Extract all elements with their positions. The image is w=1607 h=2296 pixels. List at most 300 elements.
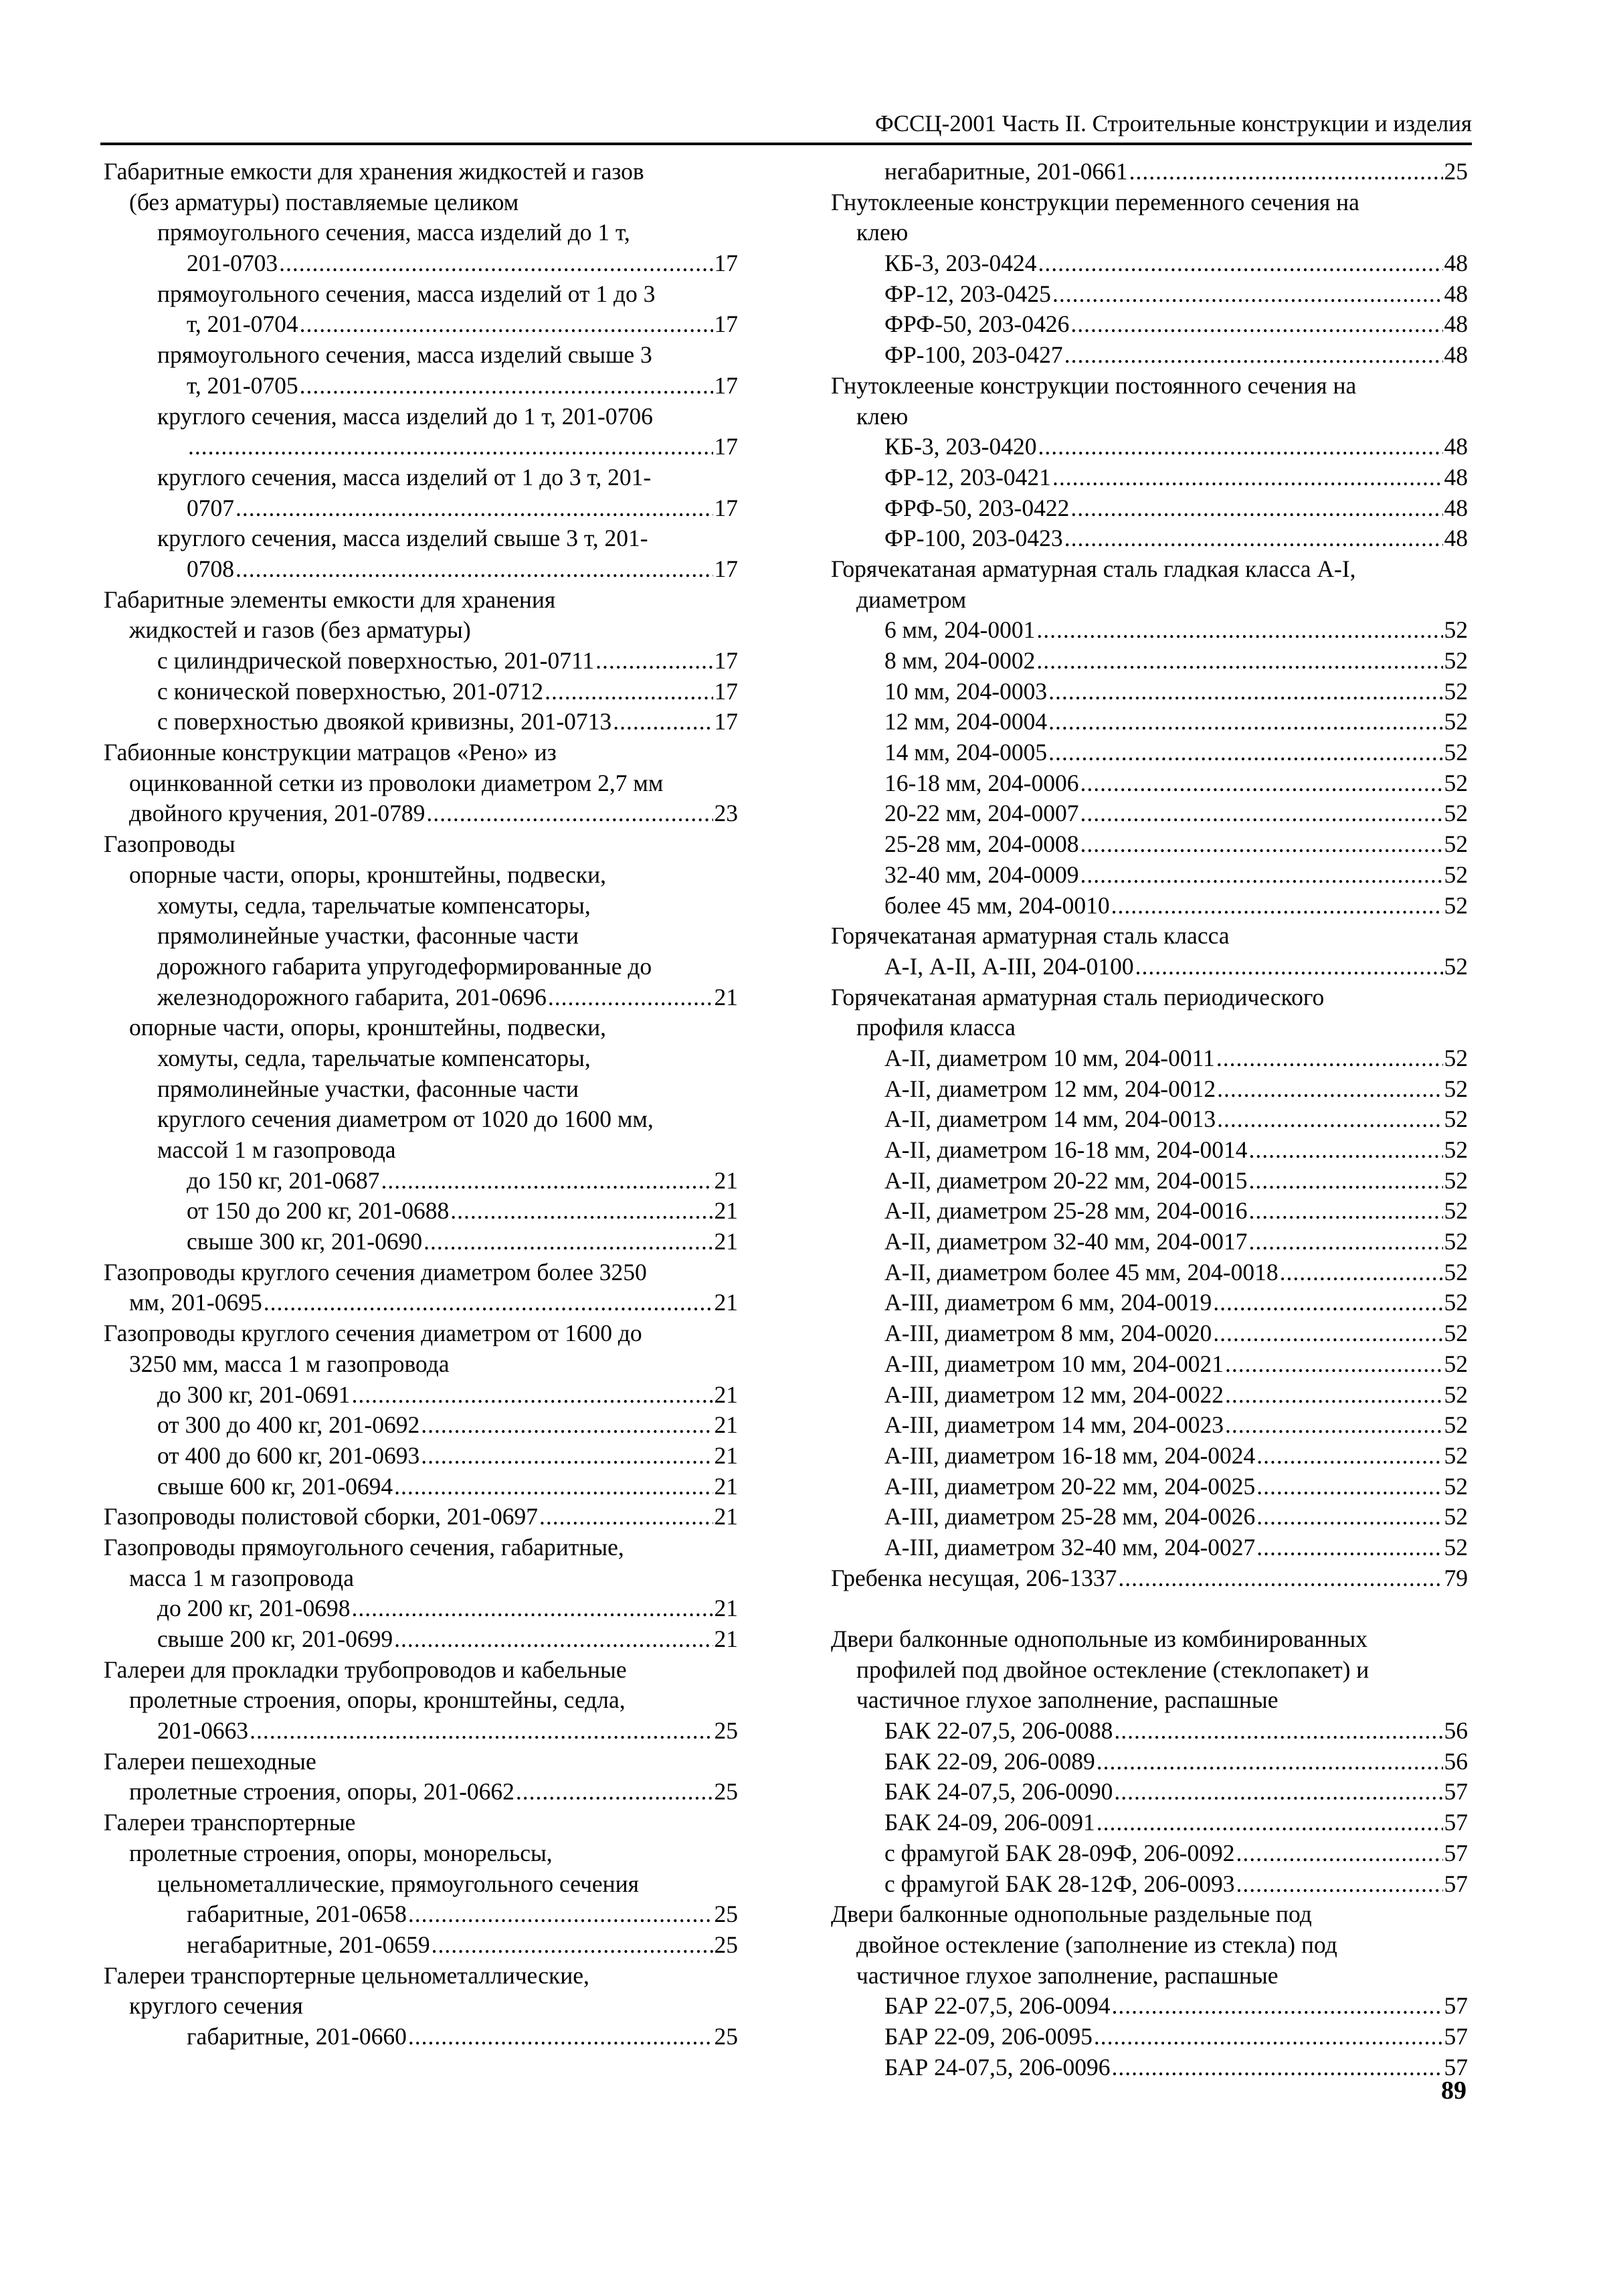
- index-entry-text: Гнутоклееные конструкции переменного сечения на: [831, 188, 1359, 215]
- dot-leader: [1213, 1318, 1442, 1349]
- index-entry-page: 21: [714, 983, 738, 1010]
- dot-leader: [1038, 432, 1442, 462]
- index-entry-page: 21: [714, 1166, 738, 1194]
- index-entry-text: 201-0663: [157, 1717, 249, 1745]
- index-entry-page: 21: [714, 1228, 738, 1255]
- index-entry: [104, 1349, 738, 1380]
- index-entry: [104, 1135, 738, 1166]
- index-entry: [104, 1318, 738, 1349]
- index-entry: [831, 737, 1468, 768]
- dot-leader: [351, 1380, 713, 1411]
- dot-leader: [1129, 157, 1443, 187]
- dot-leader: [1256, 1502, 1442, 1532]
- index-entry-text: 201-0703: [187, 250, 278, 277]
- index-entry-page: 57: [1444, 1778, 1468, 1805]
- dot-leader: [450, 1196, 713, 1227]
- index-entry-text: оцинкованной сетки из проволоки диаметром 2,7 мм: [129, 769, 664, 796]
- index-entry: [831, 1043, 1468, 1074]
- index-entry-text: более 45 мм, 204-0010: [884, 891, 1110, 919]
- index-entry-text: А-II, диаметром 14 мм, 204-0013: [884, 1106, 1216, 1133]
- index-entry: [104, 1716, 738, 1747]
- index-entry-text: пролетные строения, опоры, кронштейны, седла,: [129, 1686, 626, 1714]
- index-entry-text: А-II, диаметром 32-40 мм, 204-0017: [884, 1228, 1248, 1255]
- index-entry: [104, 1624, 738, 1655]
- index-entry-page: 52: [1444, 1228, 1468, 1255]
- index-entry-text: А-III, диаметром 14 мм, 204-0023: [884, 1411, 1224, 1439]
- dot-leader: [1111, 2052, 1442, 2083]
- index-entry-page: 25: [714, 1931, 738, 1958]
- index-entry-page: 52: [1444, 800, 1468, 827]
- dot-leader: [1256, 1532, 1442, 1563]
- index-entry: [104, 1869, 738, 1900]
- index-entry: [104, 1502, 738, 1532]
- index-entry-text: ФРФ-50, 203-0426: [884, 311, 1070, 338]
- index-entry-text: хомуты, седла, тарельчатые компенсаторы,: [157, 1044, 591, 1071]
- index-entry: [831, 279, 1468, 310]
- index-entry-text: с фрамугой БАК 28-09Ф, 206-0092: [884, 1839, 1235, 1866]
- index-entry-text: Газопроводы прямоугольного сечения, габаритные,: [104, 1533, 624, 1561]
- index-entry-page: 57: [1444, 1809, 1468, 1836]
- index-entry-page: 52: [1444, 1289, 1468, 1316]
- index-entry-page: 48: [1444, 280, 1468, 307]
- index-entry-text: от 300 до 400 кг, 201-0692: [157, 1411, 420, 1439]
- index-entry: [831, 1747, 1468, 1777]
- dot-leader: [1048, 737, 1442, 768]
- index-entry: [104, 1655, 738, 1686]
- index-entry: [831, 1777, 1468, 1807]
- index-entry: [104, 1838, 738, 1869]
- index-entry-text: Галереи транспортерные цельнометаллические,: [104, 1961, 589, 1989]
- dot-leader: [613, 707, 713, 737]
- index-entry: [104, 493, 738, 524]
- index-entry-page: 52: [1444, 1503, 1468, 1530]
- index-entry: [831, 217, 1468, 248]
- dot-leader: [1080, 829, 1442, 860]
- dot-leader: [426, 798, 713, 829]
- index-entry: [831, 952, 1468, 982]
- dot-leader: [1248, 1135, 1442, 1166]
- index-entry-page: 52: [1444, 1320, 1468, 1347]
- dot-leader: [188, 432, 713, 462]
- index-entry-page: 57: [1444, 1870, 1468, 1897]
- index-entry-page: 52: [1444, 1411, 1468, 1439]
- index-entry-page: 21: [714, 1289, 738, 1316]
- index-entry: [831, 1532, 1468, 1563]
- index-entry: [831, 798, 1468, 829]
- index-entry: [831, 1685, 1468, 1716]
- index-entry: [831, 432, 1468, 462]
- index-entry-text: А-II, диаметром 12 мм, 204-0012: [884, 1075, 1216, 1102]
- dot-leader: [1225, 1380, 1443, 1411]
- index-entry: [831, 1869, 1468, 1900]
- index-entry-text: клею: [856, 402, 909, 430]
- index-entry-text: свыше 200 кг, 201-0699: [157, 1625, 393, 1652]
- index-entry: [831, 1196, 1468, 1227]
- index-entry-text: габаритные, 201-0658: [187, 1901, 407, 1928]
- index-entry: [104, 1104, 738, 1135]
- index-entry: [831, 1349, 1468, 1380]
- index-entry: [104, 1991, 738, 2022]
- index-entry-page: 56: [1444, 1747, 1468, 1775]
- index-entry-text: круглого сечения: [129, 1992, 303, 2020]
- index-entry: [104, 1899, 738, 1930]
- dot-leader: [1248, 1227, 1442, 1257]
- index-entry-text: свыше 300 кг, 201-0690: [187, 1228, 423, 1255]
- index-entry: [831, 1563, 1468, 1594]
- index-entry-page: 48: [1444, 494, 1468, 521]
- index-entry-page: 57: [1444, 2022, 1468, 2050]
- index-entry-page: 17: [714, 708, 738, 735]
- index-entry: [104, 1593, 738, 1624]
- index-entry-text: Газопроводы круглого сечения диаметром от 1600 до: [104, 1320, 642, 1347]
- index-entry: [104, 432, 738, 462]
- index-entry-text: от 400 до 600 кг, 201-0693: [157, 1441, 420, 1469]
- index-entry-text: Галереи транспортерные: [104, 1809, 356, 1836]
- index-entry: [104, 1747, 738, 1777]
- index-entry: [831, 615, 1468, 646]
- index-column-left: [104, 157, 738, 2052]
- index-entry-text: А-III, диаметром 12 мм, 204-0022: [884, 1381, 1224, 1408]
- index-entry: [104, 615, 738, 646]
- index-entry: [104, 462, 738, 493]
- dot-leader: [1248, 1166, 1442, 1197]
- index-entry-text: 12 мм, 204-0004: [884, 708, 1048, 735]
- index-entry-text: с фрамугой БАК 28-12Ф, 206-0093: [884, 1870, 1235, 1897]
- index-entry-page: 52: [1444, 647, 1468, 674]
- index-entry-page: 52: [1444, 1106, 1468, 1133]
- index-entry-page: 21: [714, 1197, 738, 1225]
- index-entry: [104, 768, 738, 799]
- index-entry-text: свыше 600 кг, 201-0694: [157, 1472, 393, 1500]
- index-entry-page: 52: [1444, 891, 1468, 919]
- index-entry: [104, 1532, 738, 1563]
- index-entry-text: негабаритные, 201-0659: [187, 1931, 430, 1958]
- index-entry: [831, 2052, 1468, 2083]
- dot-leader: [1036, 615, 1442, 646]
- index-entry: [831, 187, 1468, 218]
- index-entry-text: т, 201-0704: [187, 311, 298, 338]
- index-entry: [104, 1043, 738, 1074]
- dot-leader: [1038, 248, 1442, 279]
- index-entry-text: Галереи для прокладки трубопроводов и кабельные: [104, 1656, 627, 1683]
- index-entry-text: прямолинейные участки, фасонные части: [157, 1075, 579, 1102]
- dot-leader: [432, 1930, 713, 1961]
- index-entry-page: 21: [714, 1595, 738, 1622]
- index-entry-page: 52: [1444, 1075, 1468, 1102]
- dot-leader: [1225, 1410, 1443, 1441]
- index-entry-page: 56: [1444, 1717, 1468, 1745]
- index-entry: [104, 1563, 738, 1594]
- index-entry: [831, 1074, 1468, 1105]
- index-entry: [831, 1716, 1468, 1747]
- index-entry-text: от 150 до 200 кг, 201-0688: [187, 1197, 450, 1225]
- index-entry: [831, 340, 1468, 371]
- index-entry-text: двойного кручения, 201-0789: [129, 800, 426, 827]
- index-entry: [831, 1624, 1468, 1655]
- index-entry: [831, 371, 1468, 402]
- index-entry-text: жидкостей и газов (без арматуры): [129, 616, 471, 644]
- dot-leader: [1236, 1869, 1442, 1900]
- dot-leader: [408, 1899, 713, 1930]
- index-entry: [104, 1807, 738, 1838]
- index-entry: [831, 523, 1468, 554]
- index-entry-text: массой 1 м газопровода: [157, 1136, 396, 1163]
- index-entry: [831, 677, 1468, 707]
- index-entry-page: 21: [714, 1625, 738, 1652]
- index-entry-page: 57: [1444, 1992, 1468, 2020]
- index-entry: [831, 1318, 1468, 1349]
- index-entry: [104, 1166, 738, 1197]
- index-entry-text: 0707: [187, 494, 234, 521]
- index-entry: [831, 982, 1468, 1013]
- index-entry-page: 52: [1444, 1197, 1468, 1225]
- index-entry-page: 21: [714, 1472, 738, 1500]
- index-entry-text: А-III, диаметром 16-18 мм, 204-0024: [884, 1441, 1256, 1469]
- index-entry: [831, 860, 1468, 891]
- index-entry-text: Гнутоклееные конструкции постоянного сечения на: [831, 371, 1357, 399]
- index-entry: [831, 1655, 1468, 1686]
- dot-leader: [264, 1288, 713, 1318]
- dot-leader: [300, 309, 713, 340]
- dot-leader: [595, 646, 713, 677]
- index-entry-text: прямолинейные участки, фасонные части: [157, 922, 579, 950]
- page-number: 89: [1441, 2077, 1467, 2105]
- index-entry-page: 52: [1444, 1472, 1468, 1500]
- index-entry: [104, 340, 738, 371]
- index-entry: [104, 248, 738, 279]
- index-entry: [831, 1288, 1468, 1318]
- index-entry: [104, 737, 738, 768]
- index-entry-page: 52: [1444, 1350, 1468, 1377]
- index-entry-text: хомуты, седла, тарельчатые компенсаторы,: [157, 891, 591, 919]
- index-entry: [104, 860, 738, 891]
- dot-leader: [235, 493, 713, 524]
- index-entry-text: (без арматуры) поставляемые целиком: [129, 188, 519, 215]
- index-entry: [831, 402, 1468, 432]
- index-entry-page: 52: [1444, 830, 1468, 858]
- index-entry-text: БАР 22-07,5, 206-0094: [884, 1992, 1111, 2020]
- index-entry-text: 25-28 мм, 204-0008: [884, 830, 1079, 858]
- dot-leader: [1070, 493, 1442, 524]
- index-entry-page: 52: [1444, 1441, 1468, 1469]
- index-entry: [104, 952, 738, 982]
- index-entry: [831, 2022, 1468, 2052]
- index-entry-text: БАР 24-07,5, 206-0096: [884, 2053, 1111, 2081]
- index-entry: [104, 371, 738, 402]
- index-entry-text: 32-40 мм, 204-0009: [884, 861, 1079, 888]
- index-entry-text: круглого сечения диаметром от 1020 до 1600 мм,: [157, 1106, 654, 1133]
- index-entry-page: 17: [714, 677, 738, 705]
- dot-leader: [351, 1593, 713, 1624]
- dot-leader: [1236, 1838, 1442, 1869]
- index-entry-page: 48: [1444, 433, 1468, 460]
- index-entry-text: клею: [856, 219, 909, 246]
- index-entry-text: до 300 кг, 201-0691: [157, 1381, 351, 1408]
- index-entry-page: 25: [714, 1901, 738, 1928]
- index-entry-page: 25: [714, 1717, 738, 1745]
- index-entry-page: 52: [1444, 677, 1468, 705]
- index-entry-page: 21: [714, 1503, 738, 1530]
- index-entry-page: 21: [714, 1381, 738, 1408]
- index-entry-page: 52: [1444, 616, 1468, 644]
- index-entry: [831, 921, 1468, 952]
- index-entry: [104, 1777, 738, 1807]
- index-entry-text: габаритные, 201-0660: [187, 2022, 407, 2050]
- dot-leader: [1064, 523, 1443, 554]
- dot-leader: [1216, 1043, 1443, 1074]
- index-entry-text: ФР-12, 203-0421: [884, 463, 1051, 491]
- index-entry-text: А-II, диаметром более 45 мм, 204-0018: [884, 1258, 1279, 1286]
- index-entry-text: Газопроводы круглого сечения диаметром более 3250: [104, 1258, 647, 1286]
- index-entry-page: 17: [714, 647, 738, 674]
- index-entry-text: т, 201-0705: [187, 371, 298, 399]
- index-entry-text: цельнометаллические, прямоугольного сечения: [157, 1870, 640, 1897]
- index-entry: [104, 187, 738, 218]
- index-entry-page: 52: [1444, 1044, 1468, 1071]
- dot-leader: [1080, 860, 1442, 891]
- index-entry-page: 17: [714, 433, 738, 460]
- index-entry: [831, 1991, 1468, 2022]
- index-entry: [831, 248, 1468, 279]
- dot-leader: [421, 1410, 713, 1441]
- index-entry: [104, 1288, 738, 1318]
- index-entry-text: Двери балконные однопольные из комбинированных: [831, 1625, 1367, 1652]
- index-entry-text: прямоугольного сечения, масса изделий от 1 до 3: [157, 280, 656, 307]
- index-entry-text: 16-18 мм, 204-0006: [884, 769, 1079, 796]
- index-entry-page: 52: [1444, 1533, 1468, 1561]
- index-entry-page: 17: [714, 371, 738, 399]
- index-entry-text: А-II, диаметром 25-28 мм, 204-0016: [884, 1197, 1248, 1225]
- index-entry-page: 25: [714, 2022, 738, 2050]
- index-entry-text: Габионные конструкции матрацов «Рено» из: [104, 739, 557, 766]
- index-entry: [104, 585, 738, 616]
- index-entry-text: негабаритные, 201-0661: [884, 158, 1128, 185]
- index-entry-text: Двери балконные однопольные раздельные под: [831, 1901, 1312, 1928]
- index-entry-text: А-I, А-II, А-III, 204-0100: [884, 952, 1134, 980]
- index-entry: [104, 677, 738, 707]
- index-entry-text: пролетные строения, опоры, 201-0662: [129, 1778, 514, 1805]
- dot-leader: [1217, 1104, 1442, 1135]
- index-entry-page: 17: [714, 555, 738, 582]
- index-entry-page: 48: [1444, 525, 1468, 552]
- dot-leader: [1225, 1349, 1443, 1380]
- dot-leader: [1111, 891, 1443, 921]
- index-entry-page: 52: [1444, 1136, 1468, 1163]
- index-entry-text: КБ-3, 203-0420: [884, 433, 1037, 460]
- index-entry-text: 14 мм, 204-0005: [884, 739, 1048, 766]
- dot-leader: [423, 1227, 713, 1257]
- index-entry: [831, 1807, 1468, 1838]
- index-entry-page: 17: [714, 311, 738, 338]
- dot-leader: [545, 677, 713, 707]
- index-entry-text: прямоугольного сечения, масса изделий свыше 3: [157, 341, 652, 369]
- index-entry-text: масса 1 м газопровода: [129, 1564, 354, 1591]
- index-entry-text: круглого сечения, масса изделий от 1 до 3 т, 201-: [157, 463, 652, 491]
- index-entry-text: с цилиндрической поверхностью, 201-0711: [157, 647, 595, 674]
- index-entry: [831, 707, 1468, 737]
- index-entry: [831, 1961, 1468, 1992]
- index-entry-text: диаметром: [856, 586, 967, 613]
- index-entry: [104, 891, 738, 921]
- index-entry: [104, 1685, 738, 1716]
- index-entry: [104, 982, 738, 1013]
- index-entry-text: Горячекатаная арматурная сталь периодического: [831, 983, 1325, 1010]
- running-header: [100, 110, 1472, 145]
- index-entry: [104, 1380, 738, 1411]
- dot-leader: [279, 248, 713, 279]
- index-entry-text: до 200 кг, 201-0698: [157, 1595, 351, 1622]
- index-entry-text: 10 мм, 204-0003: [884, 677, 1048, 705]
- index-entry-text: А-III, диаметром 8 мм, 204-0020: [884, 1320, 1212, 1347]
- index-entry-text: 8 мм, 204-0002: [884, 647, 1036, 674]
- dot-leader: [1213, 1288, 1442, 1318]
- index-entry-text: А-III, диаметром 32-40 мм, 204-0027: [884, 1533, 1256, 1561]
- index-entry: [831, 646, 1468, 677]
- index-entry: [831, 1899, 1468, 1930]
- index-entry-page: 21: [714, 1411, 738, 1439]
- index-entry-page: 52: [1444, 1381, 1468, 1408]
- dot-leader: [1097, 1807, 1443, 1838]
- index-entry: [831, 493, 1468, 524]
- index-entry-text: 20-22 мм, 204-0007: [884, 800, 1079, 827]
- index-entry-text: А-II, диаметром 16-18 мм, 204-0014: [884, 1136, 1248, 1163]
- index-entry: [104, 921, 738, 952]
- index-entry: [831, 891, 1468, 921]
- index-entry: [104, 1472, 738, 1502]
- index-entry-text: ФР-100, 203-0423: [884, 525, 1063, 552]
- dot-leader: [1135, 952, 1443, 982]
- dot-leader: [1256, 1472, 1442, 1502]
- dot-leader: [1048, 677, 1442, 707]
- index-entry-page: 17: [714, 494, 738, 521]
- index-entry-page: 52: [1444, 861, 1468, 888]
- index-entry: [104, 1074, 738, 1105]
- index-entry-text: прямоугольного сечения, масса изделий до 1 т,: [157, 219, 630, 246]
- index-entry-text: с поверхностью двоякой кривизны, 201-0713: [157, 708, 612, 735]
- index-entry: [831, 1472, 1468, 1502]
- index-entry-text: железнодорожного габарита, 201-0696: [157, 983, 547, 1010]
- index-entry-page: 52: [1444, 1258, 1468, 1286]
- index-entry: [104, 829, 738, 860]
- index-entry-page: 79: [1444, 1564, 1468, 1591]
- index-entry-page: 48: [1444, 341, 1468, 369]
- index-entry-text: Горячекатаная арматурная сталь гладкая класса А-I,: [831, 555, 1356, 582]
- index-entry-text: мм, 201-0695: [129, 1289, 262, 1316]
- index-entry: [831, 1257, 1468, 1288]
- index-entry-text: Газопроводы: [104, 830, 235, 858]
- index-entry: [104, 1227, 738, 1257]
- dot-leader: [1036, 646, 1442, 677]
- index-entry-text: частичное глухое заполнение, распашные: [856, 1961, 1279, 1989]
- index-entry-text: БАК 24-07,5, 206-0090: [884, 1778, 1113, 1805]
- index-entry-page: 48: [1444, 311, 1468, 338]
- index-entry-text: БАК 22-09, 206-0089: [884, 1747, 1095, 1775]
- dot-leader: [235, 554, 713, 585]
- index-entry-text: А-II, диаметром 10 мм, 204-0011: [884, 1044, 1215, 1071]
- index-entry-text: опорные части, опоры, кронштейны, подвески,: [129, 1014, 607, 1041]
- dot-leader: [1070, 309, 1442, 340]
- dot-leader: [1080, 768, 1442, 799]
- index-entry-page: 52: [1444, 769, 1468, 796]
- index-entry-text: 0708: [187, 555, 234, 582]
- index-entry-text: А-III, диаметром 25-28 мм, 204-0026: [884, 1503, 1256, 1530]
- index-entry-text: КБ-3, 203-0424: [884, 250, 1037, 277]
- index-entry-text: круглого сечения, масса изделий до 1 т, 201-0706: [157, 402, 653, 430]
- dot-leader: [421, 1441, 713, 1472]
- header-title: ФССЦ-2001 Часть II. Строительные конструкции и изделия: [874, 110, 1472, 137]
- index-entry-text: ФРФ-50, 203-0422: [884, 494, 1070, 521]
- index-entry: [831, 462, 1468, 493]
